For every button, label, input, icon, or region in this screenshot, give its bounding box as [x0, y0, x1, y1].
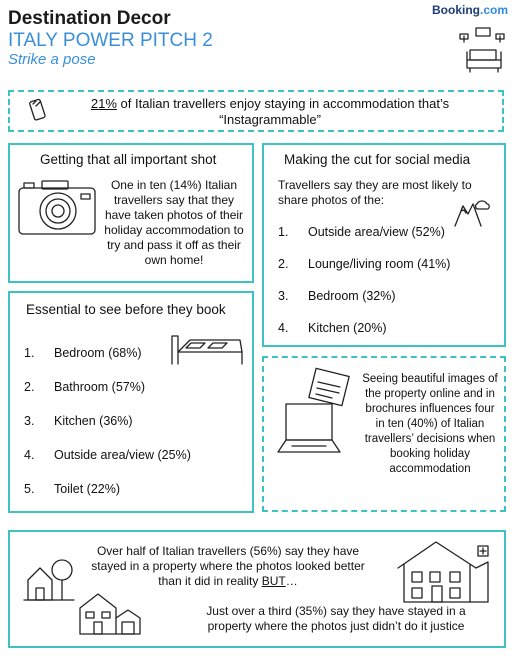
bed-icon	[170, 330, 246, 366]
list-item-label: Bathroom (57%)	[54, 380, 146, 394]
list-item-number: 1.	[278, 225, 289, 239]
list-item-number: 3.	[24, 414, 35, 428]
mountains-icon	[453, 196, 493, 230]
essential-heading: Essential to see before they book	[26, 302, 226, 317]
list-item-label: Kitchen (36%)	[54, 414, 133, 428]
booking-logo: Booking.com	[432, 3, 509, 17]
list-item	[24, 448, 191, 462]
list-item-label: Lounge/living room (41%)	[308, 257, 451, 271]
shot-body: One in ten (14%) Italian travellers say that they have taken photos of their holiday accommodation to try and pass it off as their own home!	[104, 178, 244, 267]
list-item	[278, 257, 450, 271]
phone-icon	[30, 98, 50, 124]
list-item	[24, 346, 142, 360]
laptop-brochure-icon	[272, 368, 356, 458]
page-tagline: Strike a pose	[8, 51, 96, 68]
list-item-label: Bedroom (68%)	[54, 346, 142, 360]
list-item-label: Kitchen (20%)	[308, 321, 387, 335]
page-title: Destination Decor	[8, 8, 171, 29]
list-item	[278, 289, 396, 303]
list-item-number: 5.	[24, 482, 35, 496]
shot-heading: Getting that all important shot	[40, 152, 217, 167]
bottom-text-2: Just over a third (35%) say they have stayed in a property where the photos just didn’t do it justice	[206, 604, 466, 633]
house-tree-icon	[24, 558, 76, 602]
list-item	[278, 225, 445, 239]
list-item	[24, 414, 133, 428]
page-subtitle: ITALY POWER PITCH 2	[8, 30, 213, 51]
living-room-icon	[462, 28, 506, 78]
bottom-text-1: Over half of Italian travellers (56%) say they have stayed in a property where the photos looked better than it did in reality BUT…	[91, 544, 365, 588]
list-item	[278, 321, 387, 335]
banner-text: 21% of Italian travellers enjoy staying in accommodation that’s “Instagrammable”	[90, 96, 450, 127]
list-item-number: 1.	[24, 346, 35, 360]
social-heading: Making the cut for social media	[284, 152, 471, 167]
list-item-label: Outside area/view (52%)	[308, 225, 445, 239]
large-house-icon	[392, 538, 496, 608]
list-item	[24, 380, 145, 394]
camera-icon	[18, 180, 98, 238]
list-item	[24, 482, 120, 496]
list-item-number: 2.	[278, 257, 289, 271]
list-item-number: 3.	[278, 289, 289, 303]
small-houses-icon	[78, 588, 142, 636]
list-item-label: Toilet (22%)	[54, 482, 120, 496]
images-body: Seeing beautiful images of the property online and in brochures influences four in ten (40%) of Italian travellers’ decisions when booking holiday accommodation	[362, 373, 498, 475]
list-item-number: 4.	[24, 448, 35, 462]
essential-box	[8, 291, 254, 513]
social-intro: Travellers say they are most likely to share photos of the:	[278, 178, 472, 207]
list-item-label: Outside area/view (25%)	[54, 448, 191, 462]
list-item-label: Bedroom (32%)	[308, 289, 396, 303]
list-item-number: 4.	[278, 321, 289, 335]
social-box	[262, 143, 506, 347]
list-item-number: 2.	[24, 380, 35, 394]
